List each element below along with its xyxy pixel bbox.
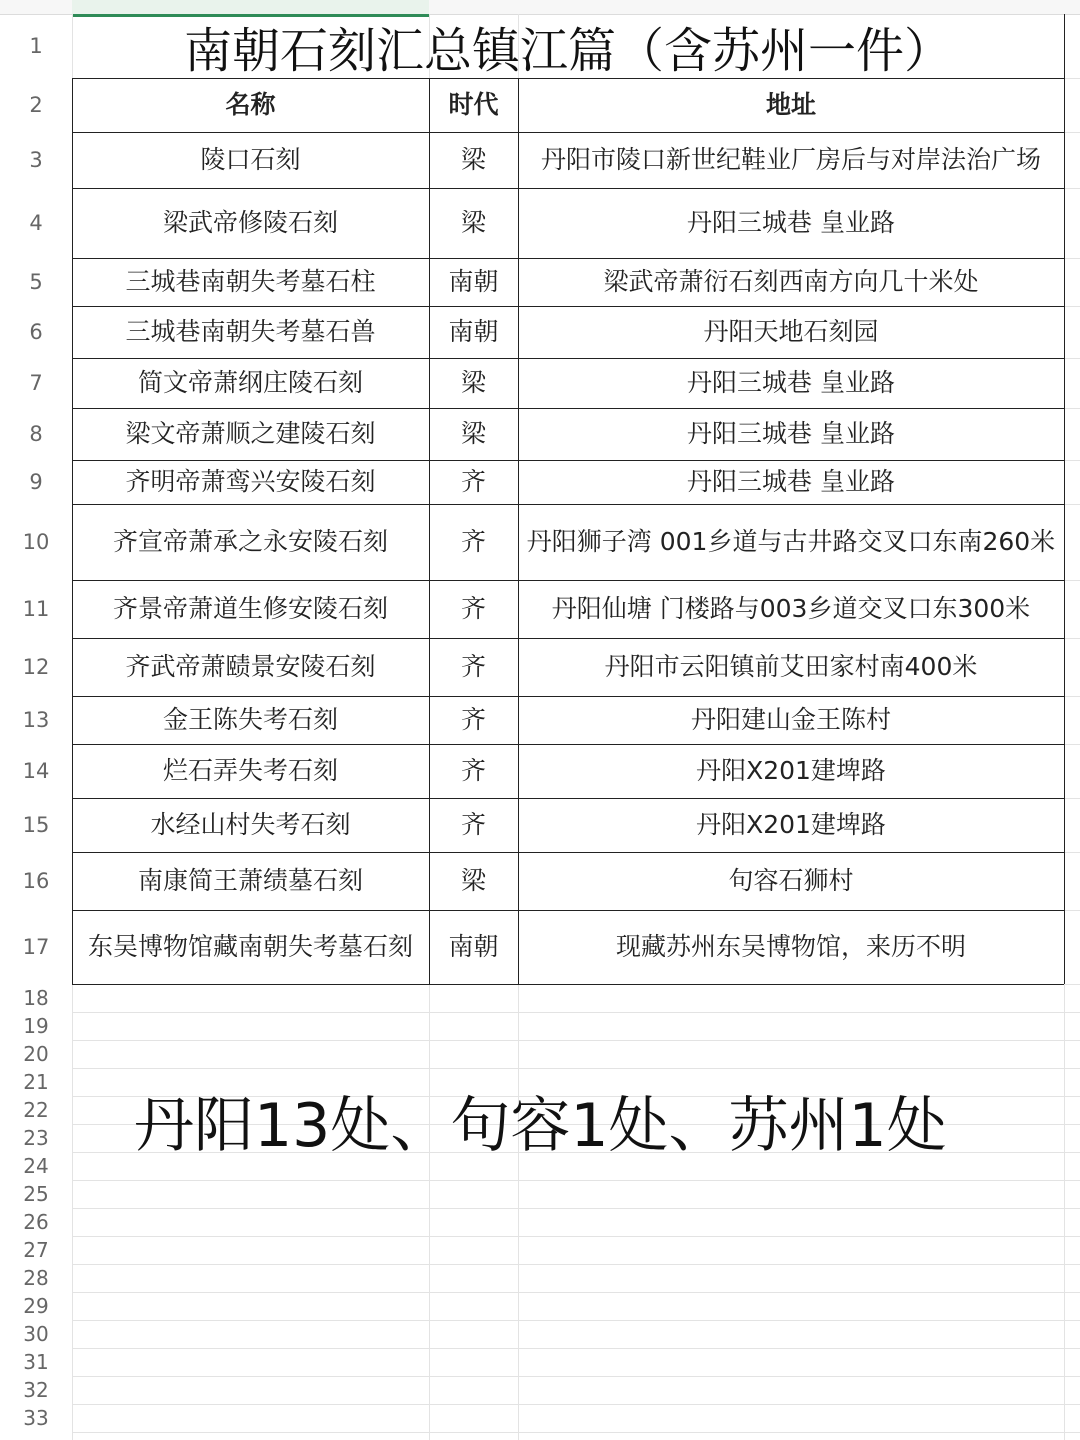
row-header[interactable]: 28: [23, 1266, 49, 1290]
table-border: [72, 638, 1064, 639]
cell-address[interactable]: 丹阳三城巷 皇业路: [687, 467, 895, 497]
cell-era[interactable]: 齐: [460, 810, 486, 840]
table-border: [72, 408, 1064, 409]
row-header[interactable]: 18: [23, 986, 49, 1010]
cell-name[interactable]: 齐明帝萧鸾兴安陵石刻: [125, 467, 376, 497]
row-header[interactable]: 3: [29, 148, 43, 172]
gridline: [72, 1292, 1080, 1293]
cell-address[interactable]: 丹阳三城巷 皇业路: [687, 368, 895, 398]
table-border: [72, 188, 1064, 189]
row-header[interactable]: 11: [22, 597, 50, 621]
cell-name[interactable]: 东吴博物馆藏南朝失考墓石刻: [87, 932, 413, 962]
row-header[interactable]: 8: [29, 422, 43, 446]
cell-address[interactable]: 丹阳三城巷 皇业路: [687, 208, 895, 238]
column-header-cell[interactable]: 名称: [225, 90, 276, 120]
table-border: [72, 258, 1064, 259]
gridline: [72, 1348, 1080, 1349]
row-header[interactable]: 33: [23, 1406, 49, 1430]
table-border: [72, 78, 73, 984]
table-border: [72, 744, 1064, 745]
cell-address[interactable]: 丹阳市云阳镇前艾田家村南400米: [604, 652, 978, 682]
cell-era[interactable]: 南朝: [448, 317, 499, 347]
sheet-title[interactable]: 南朝石刻汇总镇江篇（含苏州一件）: [183, 22, 952, 79]
cell-name[interactable]: 陵口石刻: [200, 145, 301, 175]
row-header[interactable]: 19: [23, 1014, 49, 1038]
row-header[interactable]: 30: [23, 1322, 49, 1346]
table-border: [518, 78, 519, 984]
cell-address[interactable]: 丹阳狮子湾 001乡道与古井路交叉口东南260米: [526, 527, 1056, 557]
cell-address[interactable]: 丹阳三城巷 皇业路: [687, 419, 895, 449]
cell-name[interactable]: 三城巷南朝失考墓石柱: [125, 267, 376, 297]
cell-address[interactable]: 梁武帝萧衍石刻西南方向几十米处: [603, 267, 979, 297]
cell-name[interactable]: 齐宣帝萧承之永安陵石刻: [112, 527, 388, 557]
table-border: [72, 306, 1064, 307]
row-header[interactable]: 2: [29, 93, 43, 117]
table-border: [429, 78, 430, 984]
row-header[interactable]: 23: [23, 1126, 49, 1150]
gridline: [72, 1264, 1080, 1265]
gridline: [72, 1180, 1080, 1181]
gridline: [72, 1376, 1080, 1377]
row-header[interactable]: 6: [29, 320, 43, 344]
row-header[interactable]: 29: [23, 1294, 49, 1318]
gridline: [72, 1236, 1080, 1237]
row-header[interactable]: 12: [22, 655, 50, 679]
table-border: [72, 852, 1064, 853]
row-header[interactable]: 1: [29, 34, 43, 58]
gridline: [72, 1432, 1080, 1433]
row-header[interactable]: 17: [22, 935, 50, 959]
row-header[interactable]: 13: [22, 708, 50, 732]
cell-name[interactable]: 梁武帝修陵石刻: [162, 208, 338, 238]
gridline: [72, 1068, 1080, 1069]
cell-name[interactable]: 三城巷南朝失考墓石兽: [125, 317, 376, 347]
cell-address[interactable]: 句容石狮村: [728, 866, 854, 896]
cell-era[interactable]: 齐: [460, 527, 486, 557]
row-header[interactable]: 9: [29, 470, 43, 494]
cell-era[interactable]: 齐: [460, 467, 486, 497]
table-border: [72, 696, 1064, 697]
table-border: [72, 910, 1064, 911]
column-header-cell[interactable]: 时代: [448, 90, 499, 120]
table-border: [72, 798, 1064, 799]
row-header[interactable]: 31: [23, 1350, 49, 1374]
cell-era[interactable]: 梁: [460, 419, 486, 449]
cell-address[interactable]: 丹阳仙塘 门楼路与003乡道交叉口东300米: [551, 594, 1031, 624]
cell-era[interactable]: 南朝: [448, 932, 499, 962]
cell-era[interactable]: 齐: [460, 652, 486, 682]
cell-name[interactable]: 烂石弄失考石刻: [162, 756, 338, 786]
summary-text: 丹阳13处、句容1处、苏州1处: [134, 1091, 947, 1161]
cell-address[interactable]: 丹阳X201建埤路: [696, 756, 886, 786]
cell-era[interactable]: 梁: [460, 866, 486, 896]
row-header[interactable]: 24: [23, 1154, 49, 1178]
row-header[interactable]: 16: [22, 869, 50, 893]
row-header[interactable]: 20: [23, 1042, 49, 1066]
cell-era[interactable]: 齐: [460, 756, 486, 786]
cell-address[interactable]: 丹阳X201建埤路: [696, 810, 886, 840]
table-border: [1064, 14, 1065, 984]
cell-name[interactable]: 金王陈失考石刻: [162, 705, 338, 735]
gridline: [72, 1208, 1080, 1209]
column-header-cell[interactable]: 地址: [765, 90, 816, 120]
cell-name[interactable]: 简文帝萧纲庄陵石刻: [137, 368, 363, 398]
cell-name[interactable]: 梁文帝萧顺之建陵石刻: [125, 419, 376, 449]
cell-name[interactable]: 齐武帝萧赜景安陵石刻: [125, 652, 376, 682]
cell-name[interactable]: 齐景帝萧道生修安陵石刻: [112, 594, 388, 624]
row-header[interactable]: 22: [23, 1098, 49, 1122]
cell-era[interactable]: 齐: [460, 705, 486, 735]
cell-era[interactable]: 齐: [460, 594, 486, 624]
cell-address[interactable]: 丹阳天地石刻园: [703, 317, 879, 347]
cell-era[interactable]: 南朝: [448, 267, 499, 297]
row-header[interactable]: 7: [29, 371, 43, 395]
cell-address[interactable]: 现藏苏州东吴博物馆，来历不明: [615, 932, 966, 962]
table-border: [72, 132, 1064, 133]
gridline: [72, 1012, 1080, 1013]
row-header[interactable]: 10: [22, 530, 50, 554]
table-border: [72, 358, 1064, 359]
row-header[interactable]: 32: [23, 1378, 49, 1402]
cell-era[interactable]: 梁: [460, 145, 486, 175]
table-border: [72, 984, 1064, 985]
row-header[interactable]: 27: [23, 1238, 49, 1262]
gridline: [72, 1404, 1080, 1405]
gridline: [72, 1320, 1080, 1321]
row-header[interactable]: 25: [23, 1182, 49, 1206]
row-header[interactable]: 15: [22, 813, 50, 837]
cell-era[interactable]: 梁: [460, 368, 486, 398]
cell-era[interactable]: 梁: [460, 208, 486, 238]
gridline: [72, 1040, 1080, 1041]
row-header[interactable]: 26: [23, 1210, 49, 1234]
cell-name[interactable]: 水经山村失考石刻: [150, 810, 351, 840]
table-border: [72, 580, 1064, 581]
cell-name[interactable]: 南康简王萧绩墓石刻: [137, 866, 363, 896]
table-border: [72, 460, 1064, 461]
table-border: [72, 504, 1064, 505]
row-header[interactable]: 5: [29, 270, 43, 294]
cell-address[interactable]: 丹阳市陵口新世纪鞋业厂房后与对岸法治广场: [540, 145, 1041, 175]
table-border: [72, 78, 1064, 79]
row-header[interactable]: 4: [29, 211, 43, 235]
row-header[interactable]: 21: [23, 1070, 49, 1094]
cell-address[interactable]: 丹阳建山金王陈村: [690, 705, 891, 735]
row-header[interactable]: 14: [22, 759, 50, 783]
